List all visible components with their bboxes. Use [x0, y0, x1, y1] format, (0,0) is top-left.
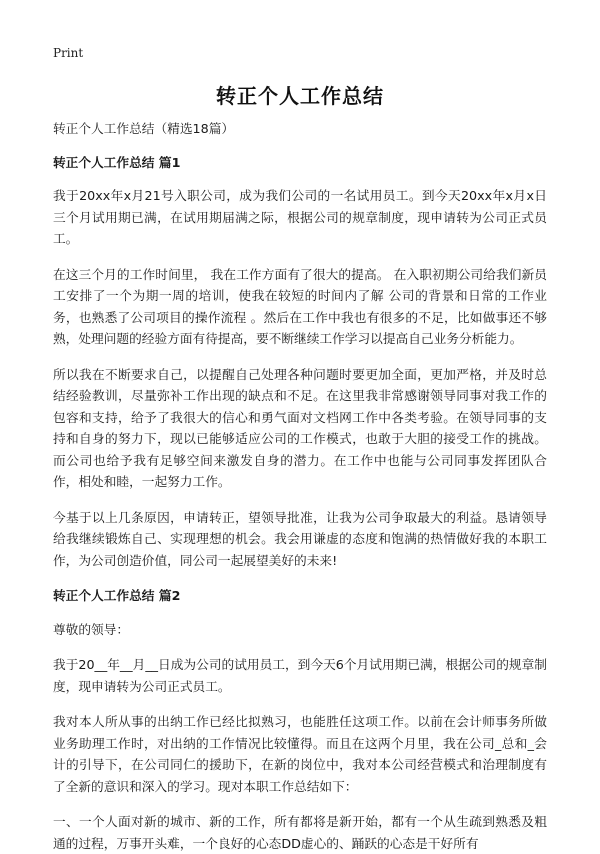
- section-heading: 转正个人工作总结 篇2: [53, 588, 181, 603]
- paragraph: 尊敬的领导：: [53, 621, 130, 637]
- paragraph: 所以我在不断要求自己，以提醒自己处理各种问题时要更加全面，更加严格，并及时总结经验教训，尽量弥补工作出现的缺点和不足。在这里我非常感谢领导同事对我工作的包容和支持，给予了我很大的信心和勇气面对文档网工作中各类考验。在领导同事的支持和自身的努力下，现以已能够适应公司的工作模式，也敢于大胆的接受工作的挑战。而公司也给予我有足够空间来激发自身的潜力。在工作中也能与公司同事发挥团队合作，相处和睦，一起努力工作。: [53, 366, 547, 489]
- document-subtitle: 转正个人工作总结（精选18篇）: [53, 121, 235, 136]
- paragraph: 在这三个月的工作时间里， 我在工作方面有了很大的提高。 在入职初期公司给我们新员工安排了一个为期一周的培训，使我在较短的时间内了解 公司的背景和日常的工作业务，也熟悉了公司项目的操作流程 。然后在工作中我也有很多的不足，比如做事还不够熟，处理问题的经验方面有待提高，要不断继续工作学习以提高自己业务分析能力。: [53, 266, 547, 346]
- paragraph: 我于20xx年x月21号入职公司，成为我们公司的一名试用员工。到今天20xx年x月x日三个月试用期已满，在试用期届满之际，根据公司的规章制度，现申请转为公司正式员工。: [53, 188, 547, 246]
- paragraph: 一、一个人面对新的城市、新的工作，所有都将是新开始，都有一个从生疏到熟悉及粗通的过程，万事开头难，一个良好的心态DD虚心的、踊跃的心态是干好所有: [53, 814, 547, 851]
- document-body: [53, 118, 547, 854]
- paragraph: 今基于以上几条原因，申请转正，望领导批准，让我为公司争取最大的利益。恳请领导给我继续锻炼自己、实现理想的机会。我会用谦虚的态度和饱满的热情做好我的本职工作，为公司创造价值，同公司一起展望美好的未来!: [53, 509, 547, 568]
- paragraph: 我于20__年__月__日成为公司的试用员工，到今天6个月试用期已满，根据公司的规章制度，现申请转为公司正式员工。: [53, 657, 547, 694]
- document-title: 转正个人工作总结: [216, 84, 384, 108]
- paragraph: 我对本人所从事的出纳工作已经比拟熟习，也能胜任这项工作。以前在会计师事务所做业务助理工作时，对出纳的工作情况比较懂得。而且在这两个月里，我在公司_总和_会计的引导下，在公司同仁的援助下，在新的岗位中，我对本公司经营模式和治理制度有了全新的意识和深入的学习。现对本职工作总结如下：: [53, 714, 547, 794]
- section-heading: 转正个人工作总结 篇1: [53, 154, 181, 170]
- print-link[interactable]: Print: [53, 46, 84, 60]
